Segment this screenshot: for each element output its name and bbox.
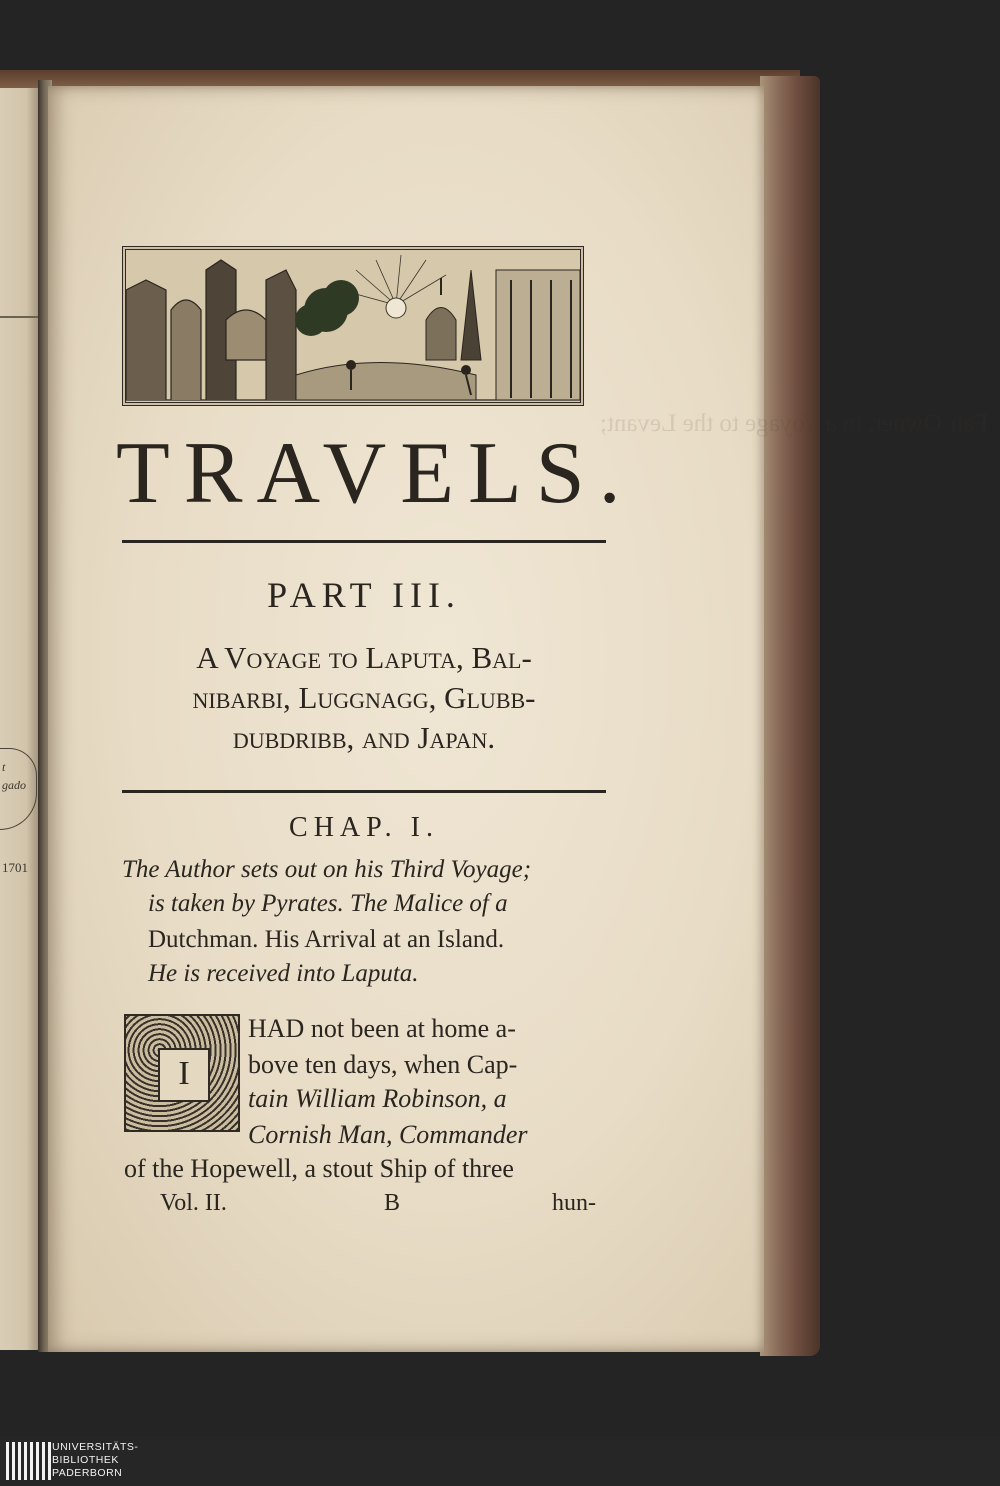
- voyage-title-line: nibarbi, Luggnagg, Glubb-: [192, 680, 536, 715]
- chapter-summary-line: He is received into Laputa.: [148, 960, 419, 987]
- body-text-line: tain William Robinson, a: [248, 1084, 507, 1113]
- library-logo-line: BIBLIOTHEK: [52, 1454, 119, 1466]
- chapter-summary-line: The Author sets out on his Third Voyage;: [122, 856, 532, 883]
- map-label: 1701: [2, 860, 28, 875]
- voyage-title-line: A Voyage to Laputa, Bal-: [196, 640, 532, 675]
- map-frame: [0, 316, 42, 938]
- ornamental-drop-cap: [124, 1014, 240, 1132]
- book-fore-edge: [760, 76, 820, 1356]
- map-label: gado: [2, 778, 26, 792]
- section-rule: [122, 790, 606, 793]
- body-text-line: Cornish Man, Commander: [248, 1120, 528, 1149]
- catchword: hun-: [552, 1190, 596, 1216]
- library-logo-bar: [0, 1436, 1000, 1486]
- map-label: t: [2, 760, 6, 774]
- show-through-text: Fair Owner, in a Voyage to the Levant;: [600, 410, 989, 437]
- library-logo-line: PADERBORN: [52, 1467, 123, 1479]
- chapter-summary-line: Dutchman. His Arrival at an Island.: [148, 926, 505, 953]
- body-text-line: bove ten days, when Cap-: [248, 1050, 518, 1079]
- chapter-summary-line: is taken by Pyrates. The Malice of a: [148, 890, 508, 917]
- title-rule: [122, 540, 606, 543]
- volume-footer: Vol. II.: [160, 1190, 227, 1216]
- part-heading: PART III.: [267, 575, 461, 615]
- page-title: TRAVELS.: [116, 425, 635, 522]
- engraving-image: [126, 250, 580, 402]
- signature-mark: B: [384, 1190, 401, 1216]
- library-logo-icon: [6, 1442, 54, 1480]
- body-text-line: of the Hopewell, a stout Ship of three: [124, 1154, 514, 1183]
- voyage-title-line: dubdribb, and Japan.: [232, 720, 496, 755]
- chapter-heading: CHAP. I.: [289, 812, 439, 843]
- drop-cap-letter: I: [158, 1048, 210, 1102]
- engraved-headpiece: [122, 246, 584, 406]
- library-logo-text: [52, 1441, 138, 1480]
- library-logo-line: UNIVERSITÄTS-: [52, 1441, 139, 1453]
- body-text-line: HAD not been at home a-: [248, 1014, 516, 1043]
